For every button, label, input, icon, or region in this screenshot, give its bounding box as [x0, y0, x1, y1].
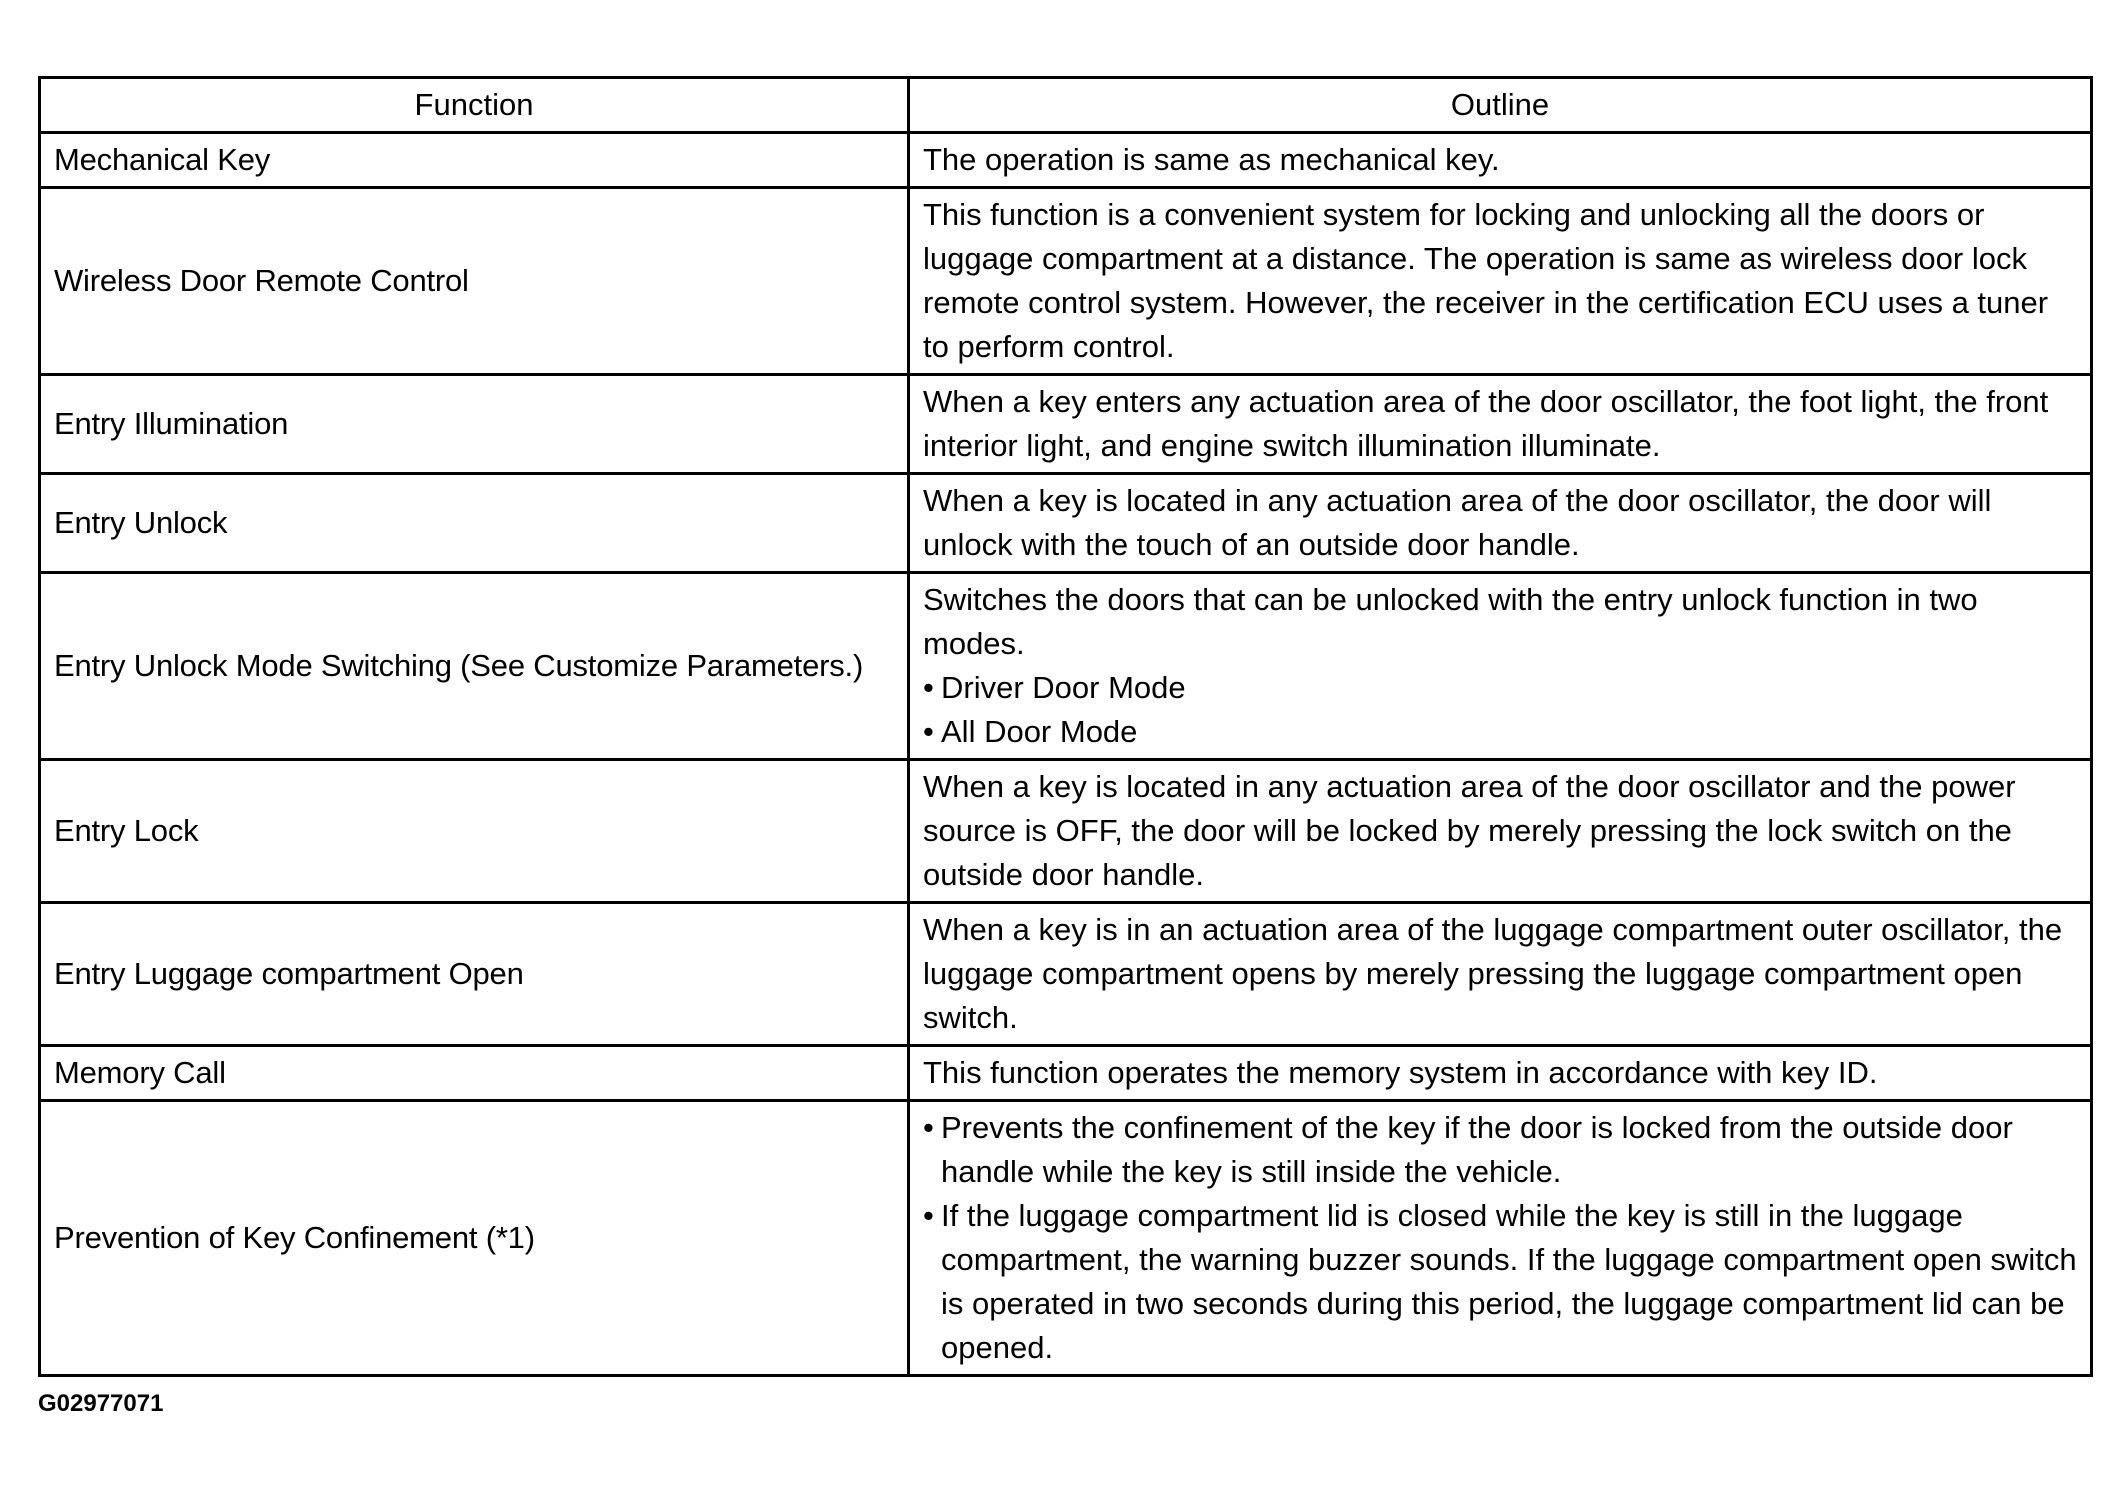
function-cell: Prevention of Key Confinement (*1)	[40, 1101, 909, 1376]
outline-cell	[909, 375, 2092, 474]
function-cell: Entry Illumination	[40, 375, 909, 474]
outline-cell	[909, 903, 2092, 1046]
outline-cell	[909, 133, 2092, 188]
outline-text: When a key is located in any actuation area of the door oscillator, the door will unlock with the touch of an outside door handle.	[923, 483, 1992, 562]
outline-text: This function is a convenient system for locking and unlocking all the doors or luggage compartment at a distance. The operation is same as wireless door lock remote control system. However, the receiver in the certification ECU uses a tuner to perform control.	[923, 197, 2049, 364]
table-row	[40, 1046, 2092, 1101]
function-cell: Entry Unlock Mode Switching (See Customize Parameters.)	[40, 573, 909, 760]
outline-cell	[909, 474, 2092, 573]
bullet-item: • All Door Mode	[923, 710, 2077, 754]
table-row	[40, 474, 2092, 573]
function-cell: Entry Lock	[40, 760, 909, 903]
outline-text: When a key is located in any actuation area of the door oscillator and the power source is OFF, the door will be locked by merely pressing the lock switch on the outside door handle.	[923, 769, 2016, 892]
function-cell: Memory Call	[40, 1046, 909, 1101]
function-cell: Wireless Door Remote Control	[40, 188, 909, 375]
outline-text: When a key is in an actuation area of the luggage compartment outer oscillator, the luggage compartment opens by merely pressing the luggage compartment open switch.	[923, 912, 2063, 1035]
outline-text: When a key enters any actuation area of the door oscillator, the foot light, the front interior light, and engine switch illumination illuminate.	[923, 384, 2049, 463]
outline-cell	[909, 1101, 2092, 1376]
header-outline: Outline	[909, 78, 2092, 133]
figure-id: G02977071	[38, 1390, 164, 1417]
function-cell: Entry Unlock	[40, 474, 909, 573]
outline-cell	[909, 1046, 2092, 1101]
outline-text: This function operates the memory system in accordance with key ID.	[923, 1055, 1878, 1090]
outline-cell	[909, 760, 2092, 903]
table-row	[40, 133, 2092, 188]
table-row	[40, 903, 2092, 1046]
function-cell: Mechanical Key	[40, 133, 909, 188]
bullet-list	[923, 1106, 2077, 1370]
outline-cell	[909, 573, 2092, 760]
bullet-list	[923, 666, 2077, 754]
table-row	[40, 760, 2092, 903]
header-function: Function	[40, 78, 909, 133]
outline-text: Switches the doors that can be unlocked with the entry unlock function in two modes.	[923, 582, 1978, 661]
table-row	[40, 375, 2092, 474]
header-row	[40, 78, 2092, 133]
bullet-item: • Prevents the confinement of the key if the door is locked from the outside door handle while the key is still inside the vehicle.	[923, 1106, 2077, 1194]
outline-cell	[909, 188, 2092, 375]
table-row	[40, 188, 2092, 375]
bullet-item: • If the luggage compartment lid is closed while the key is still in the luggage compartment, the warning buzzer sounds. If the luggage compartment open switch is operated in two seconds during this period, the luggage compartment lid can be opened.	[923, 1194, 2077, 1370]
function-outline-table	[38, 76, 2093, 1377]
function-cell: Entry Luggage compartment Open	[40, 903, 909, 1046]
outline-text: The operation is same as mechanical key.	[923, 142, 1500, 177]
table-row	[40, 573, 2092, 760]
bullet-item: • Driver Door Mode	[923, 666, 2077, 710]
table-row	[40, 1101, 2092, 1376]
